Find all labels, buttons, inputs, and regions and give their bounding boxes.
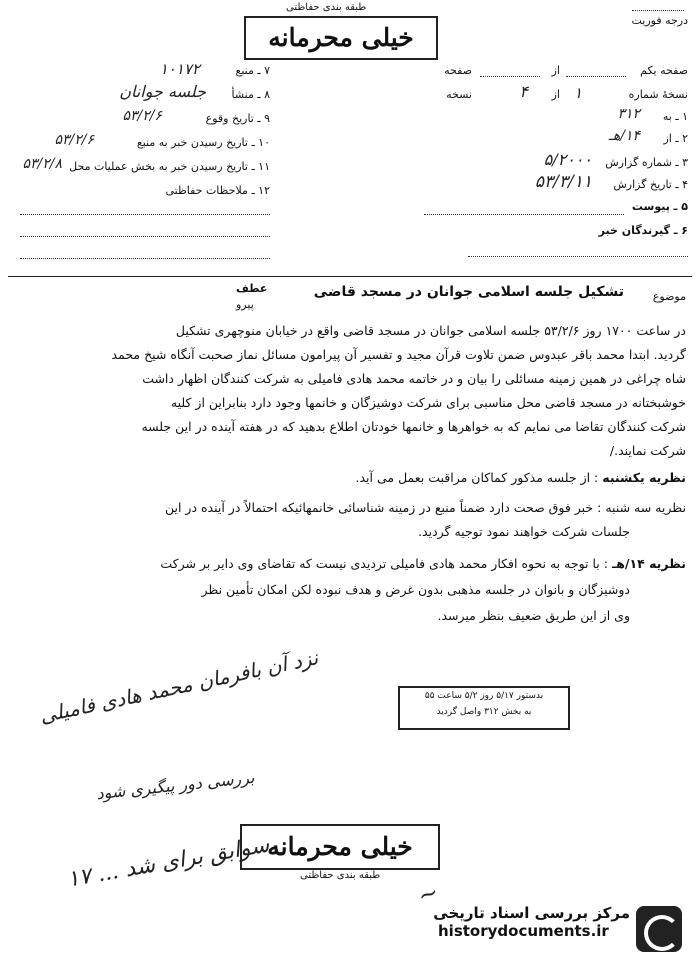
- top-secret-stamp: خیلی محرمانه: [244, 16, 438, 60]
- received-stamp-line-2: به بخش ۳۱۲ واصل گردید: [436, 707, 532, 717]
- attachment-field: [424, 214, 624, 215]
- source-value: ۱۰۱۷۲: [159, 60, 200, 78]
- report-date-label: ۴ ـ تاریخ گزارش: [613, 178, 688, 191]
- classification-top: طبقه بندی حفاظتی: [286, 2, 367, 13]
- final-opinion-line: وی از این طریق ضعیف بنظر میرسد.: [437, 608, 630, 623]
- occurrence-date-value: ۵۳/۲/۶: [122, 108, 162, 124]
- handwritten-line-1: نزد آن بافرمان محمد هادی فامیلی: [37, 645, 321, 728]
- attachment-label: ۵ ـ پیوست: [631, 200, 688, 213]
- final-opinion: [160, 556, 686, 571]
- watermark-title: مرکز بررسی اسناد تاریخی: [433, 904, 630, 922]
- opinion-sunday-text: : از جلسه مذکور کماکان مراقبت بعمل می آید.: [355, 470, 599, 485]
- opinion-sunday-label: نظریه یکشنبه: [602, 470, 686, 485]
- received-stamp-line-1: بدستور ۵/۱۷ روز ۵/۲ ساعت ۵۵: [424, 691, 544, 701]
- final-opinion-line: : با توجه به نحوه افکار محمد هادی فامیلی تردیدی نیست که تقاضای وی دایر بر شرکت: [160, 556, 608, 571]
- copy-label: نسخهٔ شماره: [628, 88, 688, 101]
- source-label: ۷ ـ منبع: [235, 64, 270, 77]
- origin-label: ۸ ـ منشأ: [231, 88, 270, 101]
- page-field: [566, 76, 626, 77]
- report-date-value: ۵۳/۳/۱۱: [534, 172, 592, 192]
- opinion-sunday: [356, 470, 686, 485]
- urgency-field: [632, 10, 684, 11]
- source-receipt-label: ۱۰ ـ تاریخ رسیدن خبر به منبع: [136, 136, 270, 149]
- final-opinion-label: نظریه ۱۴/هـ: [611, 556, 686, 571]
- to-label: ۱ ـ به: [662, 110, 688, 123]
- subject-text: تشکیل جلسه اسلامی جوانان در مسجد قاضی: [313, 284, 624, 300]
- recipients-field: [468, 256, 688, 257]
- header-divider: [8, 276, 692, 277]
- watermark-logo: [636, 906, 682, 952]
- to-value: ۳۱۲: [617, 106, 640, 122]
- handwritten-line-3: سوابق برای شد ... ۱۷: [65, 832, 272, 893]
- handwritten-signature: ~: [413, 877, 443, 911]
- opinion-tuesday-label: نظریه سه شنبه: [605, 500, 686, 515]
- watermark-url: historydocuments.ir: [438, 922, 609, 940]
- opinion-tuesday: [165, 500, 686, 515]
- from-value: ۱۴/هـ: [608, 128, 640, 144]
- security-notes-label: ۱۲ ـ ملاحظات حفاظتی: [165, 184, 270, 197]
- ops-receipt-label: ۱۱ ـ تاریخ رسیدن خبر به بخش عملیات محل: [69, 160, 270, 173]
- notes-line-3: [20, 258, 270, 259]
- watermark: [432, 904, 630, 952]
- urgency-label: درجه فوریت: [631, 14, 688, 27]
- page-total-field: [480, 76, 540, 77]
- page-of-label: از: [551, 64, 560, 77]
- notes-line-2: [20, 236, 270, 237]
- follow-label: پیرو: [236, 298, 254, 311]
- report-number-label: ۳ ـ شماره گزارش: [605, 156, 688, 169]
- ops-receipt-value: ۵۳/۲/۸: [22, 156, 62, 172]
- attached-label: عطف: [236, 282, 268, 295]
- copy-end-label: نسخه: [446, 88, 472, 101]
- opinion-tuesday-text: : خبر فوق صحت دارد ضمناً منبع در زمینه شناسائی خانمهائیکه احتمالاً در آینده در این: [164, 500, 602, 515]
- copy-of-label: از: [551, 88, 560, 101]
- from-label: ۲ ـ از: [663, 132, 688, 145]
- body-line: شرکت کنندگان تقاضا می نمایم که به خواهرها و خانمها خودتان اطلاع بدهید که در هفته آینده در این جلسه: [141, 419, 686, 434]
- subject-label: موضوع: [652, 290, 686, 303]
- bottom-secret-stamp: خیلی محرمانه: [240, 824, 440, 870]
- page-end-label: صفحه: [444, 64, 472, 77]
- body-line: شاه چراغی در همین زمینه مسائلی را بیان و در خاتمه محمد هادی فامیلی به شرکت کنندگان اظهار داشت: [142, 371, 686, 386]
- source-receipt-value: ۵۳/۲/۶: [54, 132, 94, 148]
- page-label: صفحه یکم: [640, 64, 688, 77]
- classification-bottom: طبقه بندی حفاظتی: [300, 870, 381, 881]
- received-stamp: [398, 686, 570, 730]
- copy-value: ۱: [573, 84, 582, 102]
- report-number-value: ۵/۲۰۰۰: [543, 150, 592, 169]
- occurrence-date-label: ۹ ـ تاریخ وقوع: [205, 112, 270, 125]
- body-line: خوشبختانه در مسجد قاضی محل مناسبی برای شرکت دوشیزگان و خانمها وجود دارد بنابراین از کلیه: [170, 395, 686, 410]
- origin-value: جلسه جوانان: [119, 82, 206, 101]
- notes-line-1: [20, 214, 270, 215]
- copy-total-value: ۴: [519, 82, 528, 101]
- recipients-label: ۶ ـ گیرندگان خبر: [598, 224, 688, 237]
- opinion-tuesday-cont: جلسات شرکت خواهند نمود توجیه گردید.: [418, 524, 630, 539]
- body-line: در ساعت ۱۷۰۰ روز ۵۳/۲/۶ جلسه اسلامی جوانان در مسجد قاضی واقع در خیابان منوچهری تشکیل: [175, 323, 686, 338]
- right-fields: [418, 64, 688, 264]
- body-line: گردید. ابتدا محمد باقر عبدوس ضمن تلاوت قرآن مجید و تفسیر آن پیرامون مسائل نماز صحبت آنگاه شیخ محمد: [111, 347, 686, 362]
- final-opinion-line: دوشیزگان و بانوان در جلسه مذهبی بدون غرض و هدف نبوده لکن امکان تأمین نظر: [201, 582, 630, 597]
- body-line: شرکت نمایند./: [609, 443, 686, 458]
- handwritten-line-2: بررسی دور پیگیری شود: [95, 767, 256, 804]
- left-fields: [8, 60, 270, 264]
